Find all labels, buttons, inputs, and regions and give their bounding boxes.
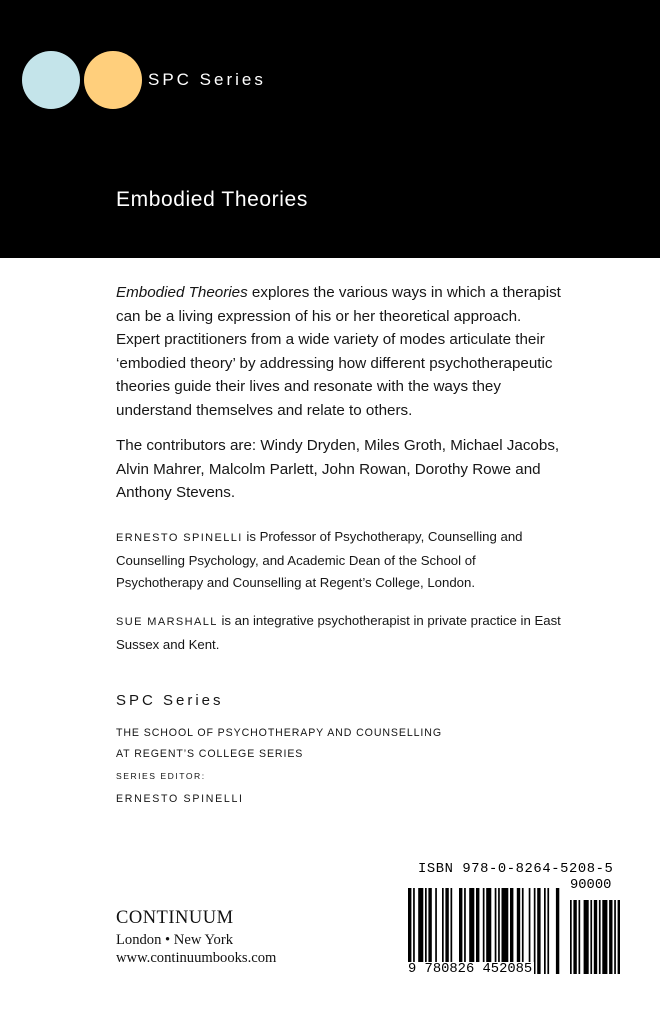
blurb-paragraph-1-text: explores the various ways in which a therapist can be a living expression of his or her theoretical approach. Expert practitioners from a wide variety of modes articulate their ‘embodied theory’ by addressing how different psychotherapeutic theories guide their lives and resonate with the ways they understand themselves and relate to others.	[116, 284, 561, 419]
author-name: SUE MARSHALL	[116, 616, 218, 628]
orange-circle	[84, 51, 142, 109]
school-line-2: AT REGENT’S COLLEGE SERIES	[116, 748, 304, 760]
series-footer-label: SPC Series	[116, 692, 224, 709]
ean-digits: 9 780826 452085	[408, 962, 533, 977]
series-editor-name: ERNESTO SPINELLI	[116, 793, 244, 805]
school-line-1: THE SCHOOL OF PSYCHOTHERAPY AND COUNSELLING	[116, 727, 442, 739]
contributors-paragraph: The contributors are: Windy Dryden, Miles Groth, Michael Jacobs, Alvin Mahrer, Malcolm Parlett, John Rowan, Dorothy Rowe and Anthony Stevens.	[116, 437, 560, 501]
cover-header-band	[0, 0, 660, 258]
series-school-name	[116, 723, 442, 765]
publisher-cities: London • New York	[116, 932, 233, 948]
author-name: ERNESTO SPINELLI	[116, 532, 243, 544]
series-logo-label: SPC Series	[148, 70, 266, 89]
blurb-title-italic: Embodied Theories	[116, 284, 248, 301]
blurb-paragraph-1	[116, 281, 566, 422]
series-editor-label: SERIES EDITOR:	[116, 771, 206, 781]
author-bio-text: is Professor of Psychotherapy, Counselling and Counselling Psychology, and Academic Dean of the School of Psychotherapy and Counselling at Regent’s College, London.	[116, 529, 523, 590]
author-bio-text: is an integrative psychotherapist in private practice in East Sussex and Kent.	[116, 613, 561, 652]
light-blue-circle	[22, 51, 80, 109]
price-code: 90000	[570, 878, 612, 893]
author-bio-spinelli	[116, 526, 566, 595]
book-title: Embodied Theories	[116, 188, 308, 211]
author-bio-marshall	[116, 610, 566, 656]
isbn-number: ISBN 978-0-8264-5208-5	[418, 862, 614, 877]
publisher-website: www.continuumbooks.com	[116, 950, 277, 966]
publisher-name: CONTINUUM	[116, 908, 234, 928]
